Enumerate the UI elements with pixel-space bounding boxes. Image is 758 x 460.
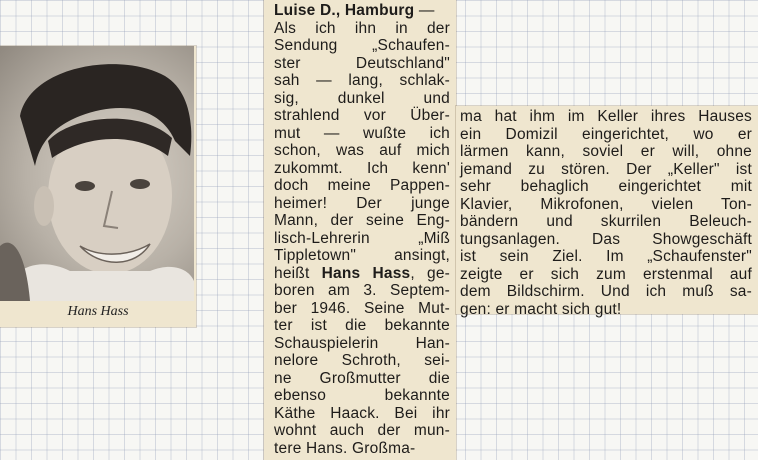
bold-name: Luise D., Hamburg (274, 2, 415, 19)
article-line: tere Hans. Großma- (274, 439, 416, 457)
portrait-illustration (0, 46, 194, 301)
article-line: bändern und skurrilen Beleuch- (460, 213, 752, 230)
article-line: lisch-Lehrerin „Miß (274, 229, 450, 247)
article-line: schon, was auf mich (274, 142, 450, 159)
article-line (274, 265, 450, 283)
article-line (274, 2, 450, 20)
article-line: sehr behaglich eingerichtet mit (460, 178, 752, 195)
article-line: Klavier, Mikrofonen, vielen Ton- (460, 195, 752, 213)
line-text: — (414, 2, 435, 19)
portrait-photo (0, 46, 194, 301)
article-line: Schauspielerin Han- (274, 334, 450, 352)
article-line: Mann, der seine Eng- (274, 212, 450, 229)
article-line: Käthe Haack. Bei ihr (274, 404, 450, 422)
article-line: ne Großmutter die (274, 369, 450, 387)
article-line: tungsanlagen. Das Showgeschäft (460, 230, 752, 248)
article-line: Als ich ihn in der (274, 19, 450, 37)
column-1-text (274, 2, 450, 457)
photo-clipping (0, 46, 196, 327)
article-column-1 (264, 0, 456, 460)
article-line: nelore Schroth, sei- (274, 352, 450, 369)
article-line: sig, dunkel und (274, 89, 450, 107)
article-line: zukommt. Ich kenn' (274, 159, 450, 177)
article-line: Tippletown" ansingt, (274, 247, 450, 264)
article-line: ebenso bekannte (274, 387, 450, 404)
article-line: strahlend vor Über- (274, 107, 450, 124)
article-line: sah — lang, schlak- (274, 72, 450, 89)
article-line: zeigte er sich zum erstenmal auf (460, 265, 752, 283)
article-line: heimer! Der junge (274, 194, 450, 212)
article-line: ter ist die bekannte (274, 317, 450, 334)
column-2-text (460, 108, 752, 318)
photo-caption: Hans Hass (67, 304, 129, 319)
article-line: doch meine Pappen- (274, 177, 450, 194)
article-line: ster Deutschland" (274, 54, 450, 72)
article-line: dem Bildschirm. Und ich muß sa- (460, 283, 752, 300)
article-line: wohnt auch der mun- (274, 422, 450, 439)
article-line: gen: er macht sich gut! (460, 300, 622, 318)
article-line: ma hat ihm im Keller ihres Hauses (460, 108, 752, 125)
article-column-2 (456, 106, 758, 318)
article-line: boren am 3. Septem- (274, 282, 450, 299)
bold-name: Hans Hass (321, 264, 411, 282)
article-line: ein Domizil eingerichtet, wo er (460, 125, 752, 143)
article-line: lärmen kann, soviel er will, ohne (460, 143, 752, 160)
article-line: mut — wußte ich (274, 124, 450, 142)
article-line: Sendung „Schaufen- (274, 37, 450, 54)
line-text: , ge- (410, 264, 451, 282)
article-line: jemand zu stören. Der „Keller" ist (460, 160, 752, 178)
article-line: ber 1946. Seine Mut- (274, 299, 450, 317)
article-line: ist sein Ziel. Im „Schaufenster" (460, 248, 752, 265)
line-text: heißt (274, 264, 322, 282)
